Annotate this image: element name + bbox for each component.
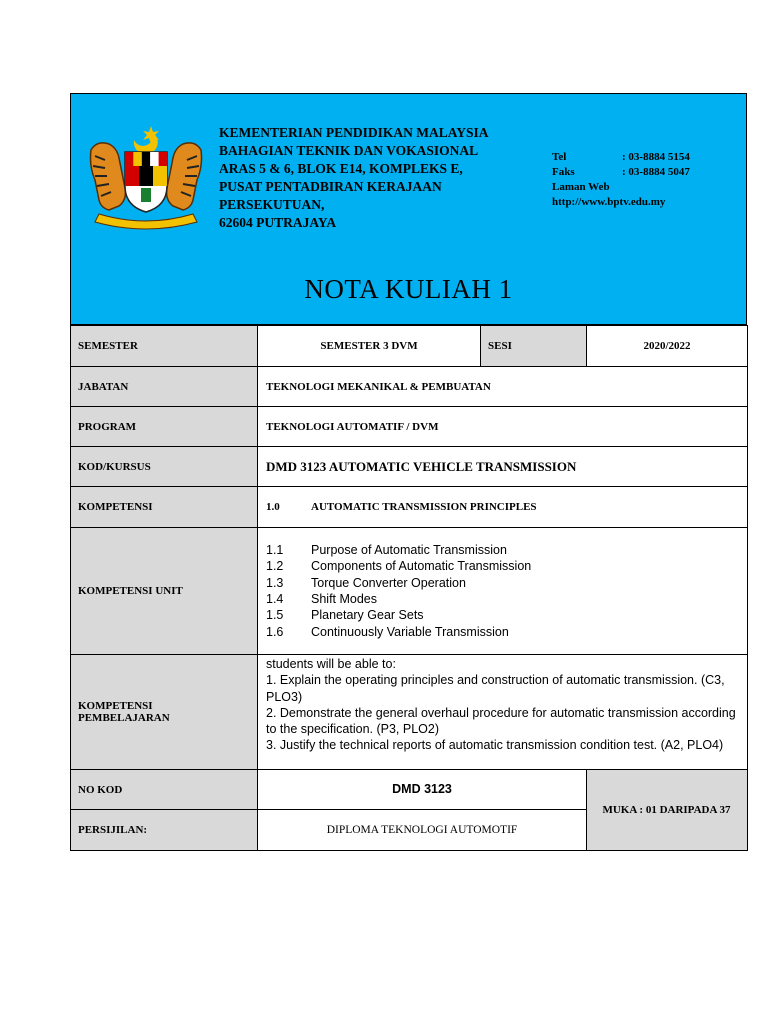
letterhead xyxy=(70,93,747,325)
ministry-address xyxy=(219,124,489,232)
tel-row xyxy=(552,150,690,165)
persijilan-label: PERSIJILAN: xyxy=(71,810,258,851)
sesi-value: 2020/2022 xyxy=(587,326,748,367)
list-item: 1.2 Components of Automatic Transmission xyxy=(266,559,532,574)
ministry-line: PERSEKUTUAN, xyxy=(219,197,325,212)
learning-outcomes xyxy=(258,655,748,770)
kompetensi-value: AUTOMATIC TRANSMISSION PRINCIPLES xyxy=(311,501,537,513)
sesi-label: SESI xyxy=(481,326,587,367)
no-kod-row xyxy=(71,770,748,810)
pembelajaran-row xyxy=(71,655,748,770)
semester-row xyxy=(71,326,748,367)
ministry-line: 62604 PUTRAJAYA xyxy=(219,215,337,230)
kompetensi-row xyxy=(71,487,748,528)
list-item: 1.5 Planetary Gear Sets xyxy=(266,608,424,623)
pembelajaran-label-line: PEMBELAJARAN xyxy=(78,712,170,724)
list-item: 1.4 Shift Modes xyxy=(266,592,378,606)
outcome-line: 1. Explain the operating principles and construction of automatic transmission. (C3, PLO3) xyxy=(266,673,725,704)
ministry-line: ARAS 5 & 6, BLOK E14, KOMPLEKS E, xyxy=(219,161,463,176)
web-link[interactable]: http://www.bptv.edu.my xyxy=(552,196,666,208)
kompetensi-unit-label: KOMPETENSI UNIT xyxy=(71,528,258,655)
persijilan-value: DIPLOMA TEKNOLOGI AUTOMOTIF xyxy=(258,810,587,851)
tel-label: Tel xyxy=(552,151,567,163)
no-kod-label: NO KOD xyxy=(71,770,258,810)
web-label: Laman Web xyxy=(552,181,610,193)
ministry-line: BAHAGIAN TEKNIK DAN VOKASIONAL xyxy=(219,143,479,158)
fax-row xyxy=(552,165,690,180)
kod-kursus-value: DMD 3123 AUTOMATIC VEHICLE TRANSMISSION xyxy=(258,447,748,487)
outcome-line: 2. Demonstrate the general overhaul procedure for automatic transmission according to the specification. (P3, PLO2) xyxy=(266,705,736,737)
document-title: NOTA KULIAH 1 xyxy=(304,274,513,304)
list-item: 1.3 Torque Converter Operation xyxy=(266,575,466,590)
contact-info xyxy=(552,150,690,210)
semester-label: SEMESTER xyxy=(71,326,258,367)
outcome-line: 3. Justify the technical reports of automatic transmission condition test. (A2, PLO4) xyxy=(266,738,724,753)
course-info-table xyxy=(70,325,748,851)
kod-kursus-label: KOD/KURSUS xyxy=(71,447,258,487)
kompetensi-number: 1.0 xyxy=(266,501,280,513)
no-kod-value: DMD 3123 xyxy=(258,770,587,810)
kompetensi-value-cell xyxy=(258,487,748,528)
list-item: 1.1 Purpose of Automatic Transmission xyxy=(266,543,507,558)
jabatan-value: TEKNOLOGI MEKANIKAL & PEMBUATAN xyxy=(258,367,748,407)
tel-value: : 03-8884 5154 xyxy=(622,151,690,163)
document xyxy=(70,93,747,851)
kompetensi-label: KOMPETENSI xyxy=(71,487,258,528)
kod-kursus-row xyxy=(71,447,748,487)
kompetensi-unit-list xyxy=(258,528,748,655)
program-value: TEKNOLOGI AUTOMATIF / DVM xyxy=(258,407,748,447)
muka-value: MUKA : 01 DARIPADA 37 xyxy=(587,770,748,851)
outcome-line: students will be able to: xyxy=(266,657,396,671)
pembelajaran-label-line: KOMPETENSI xyxy=(78,700,153,712)
program-row xyxy=(71,407,748,447)
jabatan-label: JABATAN xyxy=(71,367,258,407)
ministry-line: PUSAT PENTADBIRAN KERAJAAN xyxy=(219,179,442,194)
semester-value: SEMESTER 3 DVM xyxy=(258,326,481,367)
program-label: PROGRAM xyxy=(71,407,258,447)
ministry-line: KEMENTERIAN PENDIDIKAN MALAYSIA xyxy=(219,125,489,140)
kompetensi-unit-row xyxy=(71,528,748,655)
fax-label: Faks xyxy=(552,166,575,178)
jabatan-row xyxy=(71,367,748,407)
coat-of-arms-icon xyxy=(79,122,213,230)
list-item: 1.6 Continuously Variable Transmission xyxy=(266,624,509,639)
pembelajaran-label xyxy=(71,655,258,770)
fax-value: : 03-8884 5047 xyxy=(622,166,690,178)
